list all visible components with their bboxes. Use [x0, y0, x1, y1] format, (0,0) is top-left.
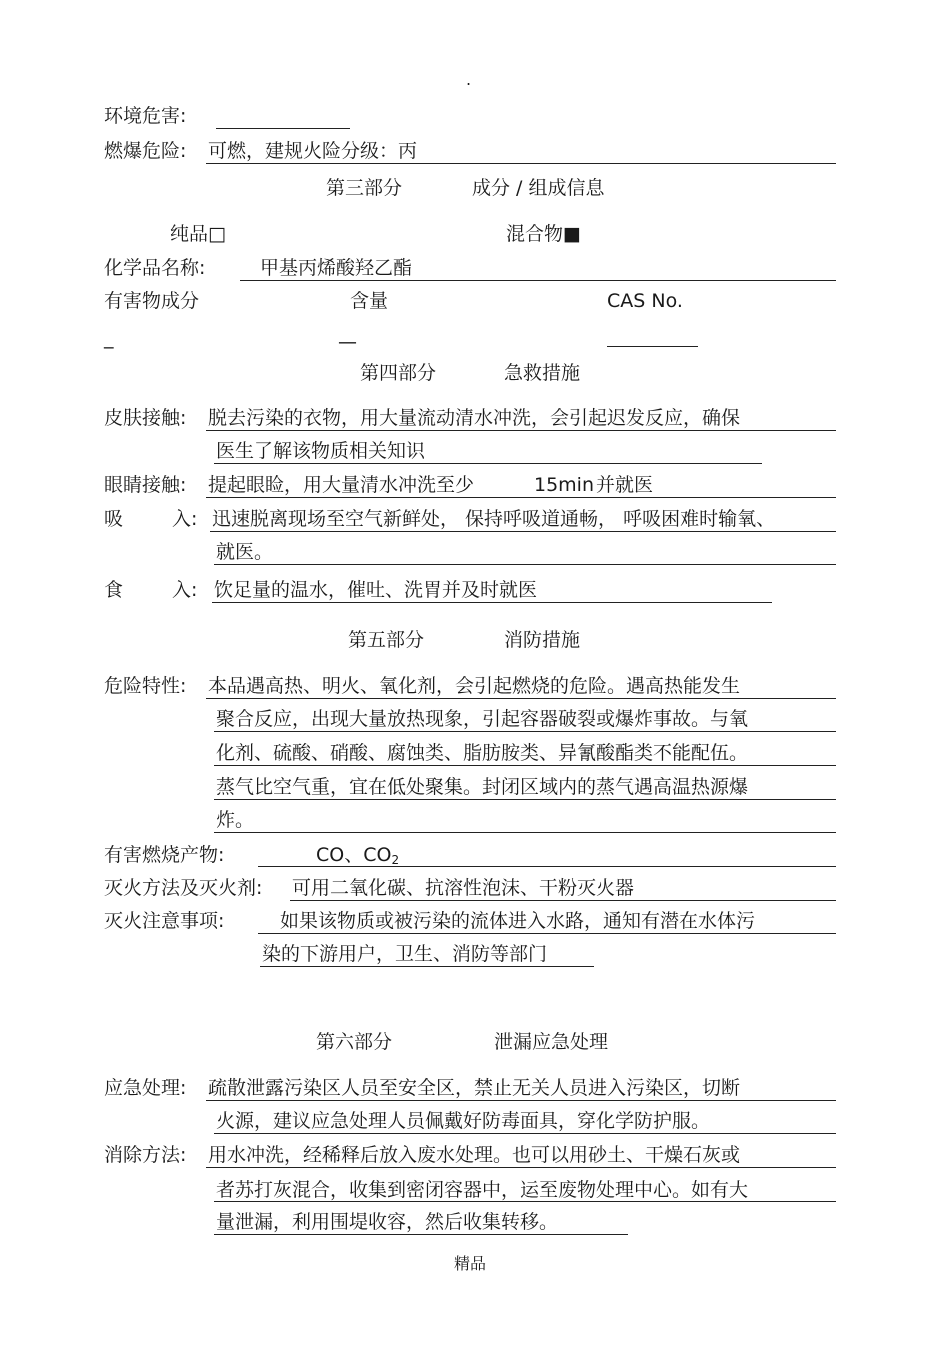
component-name-value: _	[104, 327, 114, 349]
extinguishing-value: 可用二氧化碳、抗溶性泡沫、干粉灭火器	[292, 877, 635, 899]
hazard-underline3	[214, 765, 836, 766]
inhalation-label-char2: 入:	[172, 508, 198, 530]
section6-subtitle: 泄漏应急处理	[494, 1031, 609, 1053]
hazard-line1: 本品遇高热、明火、氧化剂，会引起燃烧的危险。遇高热能发生	[208, 675, 741, 697]
firefighting-notes-line2: 染的下游用户，卫生、消防等部门	[262, 943, 548, 965]
removal-line2: 者苏打灰混合，收集到密闭容器中，运至废物处理中心。如有大	[216, 1179, 749, 1201]
hazard-line2: 聚合反应，出现大量放热现象，引起容器破裂或爆炸事故。与氧	[216, 708, 749, 730]
eye-contact-post: 并就医	[596, 474, 654, 496]
ingestion-underline	[212, 602, 772, 603]
firefighting-notes-underline1	[258, 933, 836, 934]
inhalation-line2: 就医。	[216, 541, 274, 563]
hazard-underline4	[214, 799, 836, 800]
eye-contact-duration: 15min	[534, 474, 595, 496]
pure-checkbox-label: 纯品□	[170, 223, 226, 245]
header-dot: .	[466, 70, 472, 89]
emergency-underline1	[206, 1100, 836, 1101]
component-content-value: —	[338, 331, 357, 353]
removal-underline2	[214, 1201, 836, 1202]
skin-contact-line2: 医生了解该物质相关知识	[216, 440, 426, 462]
firefighting-notes-line1: 如果该物质或被污染的流体进入水路，通知有潜在水体污	[280, 910, 756, 932]
ingestion-line1: 饮足量的温水，催吐、洗胃并及时就医	[214, 579, 538, 601]
removal-line3: 量泄漏，利用围堤收容，然后收集转移。	[216, 1211, 559, 1233]
section4-subtitle: 急救措施	[504, 362, 581, 384]
section3-title: 第三部分	[326, 177, 403, 199]
combustion-products-label: 有害燃烧产物:	[104, 844, 225, 866]
section5-title: 第五部分	[348, 629, 425, 651]
components-header-cas: CAS No.	[607, 290, 683, 312]
firefighting-notes-underline2	[260, 966, 594, 967]
hazard-line4: 蒸气比空气重，宜在低处聚集。封闭区域内的蒸气遇高温热源爆	[216, 776, 749, 798]
hazard-line3: 化剂、硫酸、硝酸、腐蚀类、脂肪胺类、异氰酸酯类不能配伍。	[216, 742, 749, 764]
mixture-checkbox-label: 混合物■	[506, 223, 581, 245]
ingestion-label-char1: 食	[104, 579, 124, 601]
hazard-underline1	[206, 698, 836, 699]
fire-hazard-value: 可燃，建规火险分级：丙	[208, 140, 418, 162]
chem-name-underline	[240, 280, 836, 281]
env-hazard-underline	[216, 128, 350, 129]
hazard-underline5	[214, 832, 836, 833]
section6-title: 第六部分	[316, 1031, 393, 1053]
firefighting-notes-label: 灭火注意事项:	[104, 910, 225, 932]
footer-text: 精品	[454, 1254, 487, 1273]
inhalation-underline2	[214, 564, 836, 565]
section4-title: 第四部分	[360, 362, 437, 384]
eye-contact-text: 提起眼睑，用大量清水冲洗至少	[208, 474, 475, 496]
combustion-products-underline	[258, 866, 836, 867]
eye-contact-label: 眼睛接触:	[104, 474, 187, 496]
fire-hazard-label: 燃爆危险:	[104, 140, 187, 162]
extinguishing-label: 灭火方法及灭火剂:	[104, 877, 263, 899]
chem-name-label: 化学品名称:	[104, 257, 206, 279]
components-header-name: 有害物成分	[104, 290, 200, 312]
eye-contact-underline	[206, 497, 836, 498]
extinguishing-underline	[290, 900, 836, 901]
emergency-line1: 疏散泄露污染区人员至安全区，禁止无关人员进入污染区，切断	[208, 1077, 741, 1099]
env-hazard-label: 环境危害:	[104, 105, 187, 127]
combustion-products-text: CO、CO	[316, 844, 392, 866]
skin-contact-line1: 脱去污染的衣物，用大量流动清水冲洗，会引起迟发反应，确保	[208, 407, 741, 429]
hazard-line5: 炸。	[216, 809, 255, 831]
skin-contact-label: 皮肤接触:	[104, 407, 187, 429]
removal-method-label: 消除方法:	[104, 1144, 187, 1166]
section3-subtitle: 成分 / 组成信息	[472, 177, 605, 199]
inhalation-underline1	[210, 531, 836, 532]
chem-name-value: 甲基丙烯酸羟乙酯	[260, 257, 413, 279]
ingestion-label-char2: 入:	[172, 579, 198, 601]
emergency-handling-label: 应急处理:	[104, 1077, 187, 1099]
hazard-characteristics-label: 危险特性:	[104, 675, 187, 697]
fire-hazard-underline	[206, 163, 836, 164]
removal-line1: 用水冲洗，经稀释后放入废水处理。也可以用砂土、干燥石灰或	[208, 1144, 741, 1166]
combustion-products-value	[316, 843, 399, 872]
inhalation-line1: 迅速脱离现场至空气新鲜处， 保持呼吸道通畅， 呼吸困难时输氧、	[212, 508, 776, 530]
removal-underline3	[214, 1234, 628, 1235]
skin-contact-underline1	[206, 430, 836, 431]
combustion-products-subscript: 2	[391, 853, 400, 867]
removal-underline1	[206, 1167, 836, 1168]
hazard-underline2	[214, 731, 836, 732]
emergency-underline2	[214, 1133, 836, 1134]
inhalation-label-char1: 吸	[104, 508, 124, 530]
skin-contact-underline2	[214, 463, 762, 464]
components-header-content: 含量	[350, 290, 389, 312]
emergency-line2: 火源，建议应急处理人员佩戴好防毒面具，穿化学防护服。	[216, 1110, 711, 1132]
section5-subtitle: 消防措施	[504, 629, 581, 651]
component-cas-underline	[607, 346, 698, 347]
